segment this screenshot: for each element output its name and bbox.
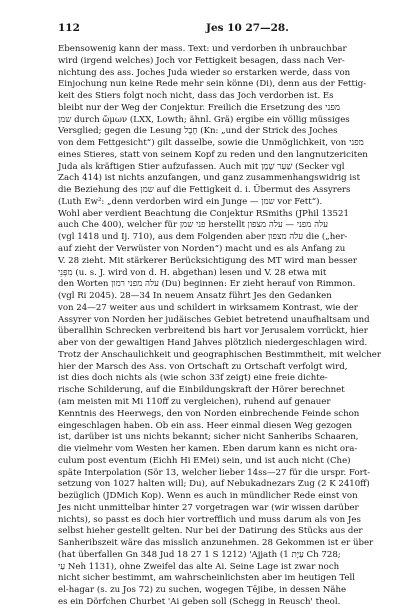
- text-line: eingeschlagen haben. Ob ein ass. Heer einmal diesen Weg gezogen: [58, 420, 353, 431]
- text-line: (hat überfallen Gn 348 Jud 18 27 1 S 1212) 'Ajjath (עַיָּת 1 Ch 728;: [58, 549, 341, 560]
- text-line: späte Interpolation (Sör 13, welcher lieber 14ss—27 für die urspr. Fort-: [58, 467, 371, 478]
- text-line: V. 28 zieht. Mit stärkerer Berücksichtigung des MT wird man besser: [58, 255, 357, 266]
- text-line: den Worten עלה מפני רמון (Du) beginnen: Er zieht herauf von Rimmon.: [58, 279, 356, 290]
- text-line: (vgl 1418 und Ij. 710), aus dem Folgenden aber עלה מצפון die („her-: [58, 232, 348, 243]
- text-line: nicht sicher bestimmt, am wahrscheinlichsten aber im heutigen Tell: [58, 573, 356, 584]
- text-line: עַי Neh 1131), ohne Zweifel das alte Ai. Seine Lage ist zwar noch: [58, 561, 340, 572]
- text-line: nichts), so passt es doch hier vortrefflich und muss darum als von Jes: [58, 514, 361, 525]
- text-line: wird (irgend welches) Joch vor Fettigkeit besagen, dass nach Ver-: [58, 55, 345, 66]
- running-title: Jes 10 27—28.: [206, 22, 289, 34]
- text-line: Jes nicht unmittelbar hinter 27 vorgetragen war (wir wissen darüber: [58, 502, 359, 513]
- text-line: Trotz der Anschaulichkeit und geographischen Bestimmtheit, mit welcher: [58, 349, 381, 360]
- text-line: überallhin Schrecken verbreitend bis hart vor Jerusalem vorrückt, hier: [58, 326, 368, 337]
- text-line: Juda als kräftigen Stier aufzufassen. Auch mit שַׁעַר שָׁמָן (Secker vgl: [58, 161, 345, 172]
- text-line: es ein Dörfchen Churbet 'Ai geben soll (Schegg in Reusch' theol.: [58, 596, 341, 607]
- text-line: hier der Marsch des Ass. von Ortschaft zu Ortschaft verfolgt wird,: [58, 361, 348, 372]
- text-line: bleibt nur der Weg der Conjektur. Freilich die Ersetzung des מפני: [58, 102, 340, 113]
- page-header: [58, 22, 362, 36]
- text-line: setzung von 1027 halten will; Du), auf Nebukadnezars Zug (2 K 2410ff): [58, 479, 370, 490]
- text-line: Zach 414) ist nichts anzufangen, und ganz zusammenhangswidrig ist: [58, 173, 361, 184]
- text-line: auch Che 400), welcher für פני שמן herstellt עלה מפני — עלה מצפון: [58, 220, 328, 231]
- commentary-text: [58, 44, 381, 609]
- text-line: rische Schilderung, auf die Einbildungskraft der Hörer berechnet: [58, 385, 345, 396]
- text-line: selbst hieher gestellt gelten. Nur bei der Datirung des Stücks aus der: [58, 526, 363, 537]
- text-line: מִפְּנֵי (u. s. J. wird von d. H. abgethan) lesen und V. 28 etwa mit: [58, 267, 327, 278]
- text-line: von 24—27 weiter aus und schildert in wirksamem Kontrast, wie der: [58, 302, 358, 313]
- text-line: eines Stieres, statt von seinem Kopf zu reden und den langnutzericiten: [58, 149, 368, 160]
- text-line: Einjochung nun keine Rede mehr sein könne (Di), denn aus der Fettig-: [58, 79, 367, 90]
- text-line: von dem Fettgesicht“) gilt dasselbe, sowie die Unmöglichkeit, von מפני: [58, 138, 364, 149]
- text-line: culum post eventum (Eichh Hi EMei) sein, und ist auch nicht (Che): [58, 455, 351, 466]
- text-line: Kenntnis des Heerwegs, den von Norden einbrechende Feinde schon: [58, 408, 360, 419]
- text-line: Versglied; gegen die Lesung חֶבֶל (Kn: „und der Strick des Joches: [58, 126, 338, 137]
- text-line: die vielmehr vom Westen her kamen. Eben darum kann es nicht ora-: [58, 444, 358, 455]
- text-line: Wohl aber verdient Beachtung die Conjektur RSmiths (JPhil 13521: [58, 208, 349, 219]
- text-line: bezüglich (JDMich Kop). Wenn es auch in mündlicher Rede einst von: [58, 491, 358, 502]
- text-line: Sanheribszeit wäre das misslich anzunehmen. 28 Gekommen ist er über: [58, 538, 374, 549]
- text-line: (Luth Ew²: „denn verdorben wird ein Junge — שמן vor Fett“).: [58, 196, 323, 207]
- text-line: שמן durch ὤμων (LXX, Lowth; ähnl. Grä) ergibe ein völlig müssiges: [58, 114, 350, 125]
- text-line: ist dies doch nichts als (wie schon 33f zeigt) eine freie dichte-: [58, 373, 328, 384]
- text-line: el-hagar (s. zu Jos 72) zu suchen, wogegen Tējibe, in dessen Nähe: [58, 585, 347, 596]
- text-line: auf zieht der Verwüster von Norden“) macht und es als Anfang zu: [58, 244, 346, 255]
- text-line: Ebensowenig kann der mass. Text: und verdorben ih unbrauchbar: [58, 44, 347, 54]
- page-number: 112: [58, 22, 80, 34]
- text-line: (am meisten mit Mi 110ff zu vergleichen), ruhend auf genauer: [58, 396, 331, 407]
- text-line: Assyrer von Norden her judäisches Gebiet betretend unaufhaltsam und: [58, 314, 370, 325]
- text-line: keit des Stiers folgt noch nicht, dass das Joch verdorben ist. Es: [58, 91, 334, 102]
- text-line: (vgl Ri 2045). 28—34 In neuem Ansatz führt Jes den Gedanken: [58, 291, 332, 302]
- text-line: nichtung des ass. Joches Juda wieder so erstarken werde, dass von: [58, 67, 351, 78]
- text-line: aber von der gewaltigen Hand Jahves plötzlich niedergeschlagen wird.: [58, 338, 368, 349]
- text-line: die Beziehung des שמן auf die Fettigkeit d. i. Übermut des Assyrers: [58, 185, 351, 196]
- text-line: ist, darüber ist uns nichts bekannt; sicher nicht Sanheribs Schaaren,: [58, 432, 359, 443]
